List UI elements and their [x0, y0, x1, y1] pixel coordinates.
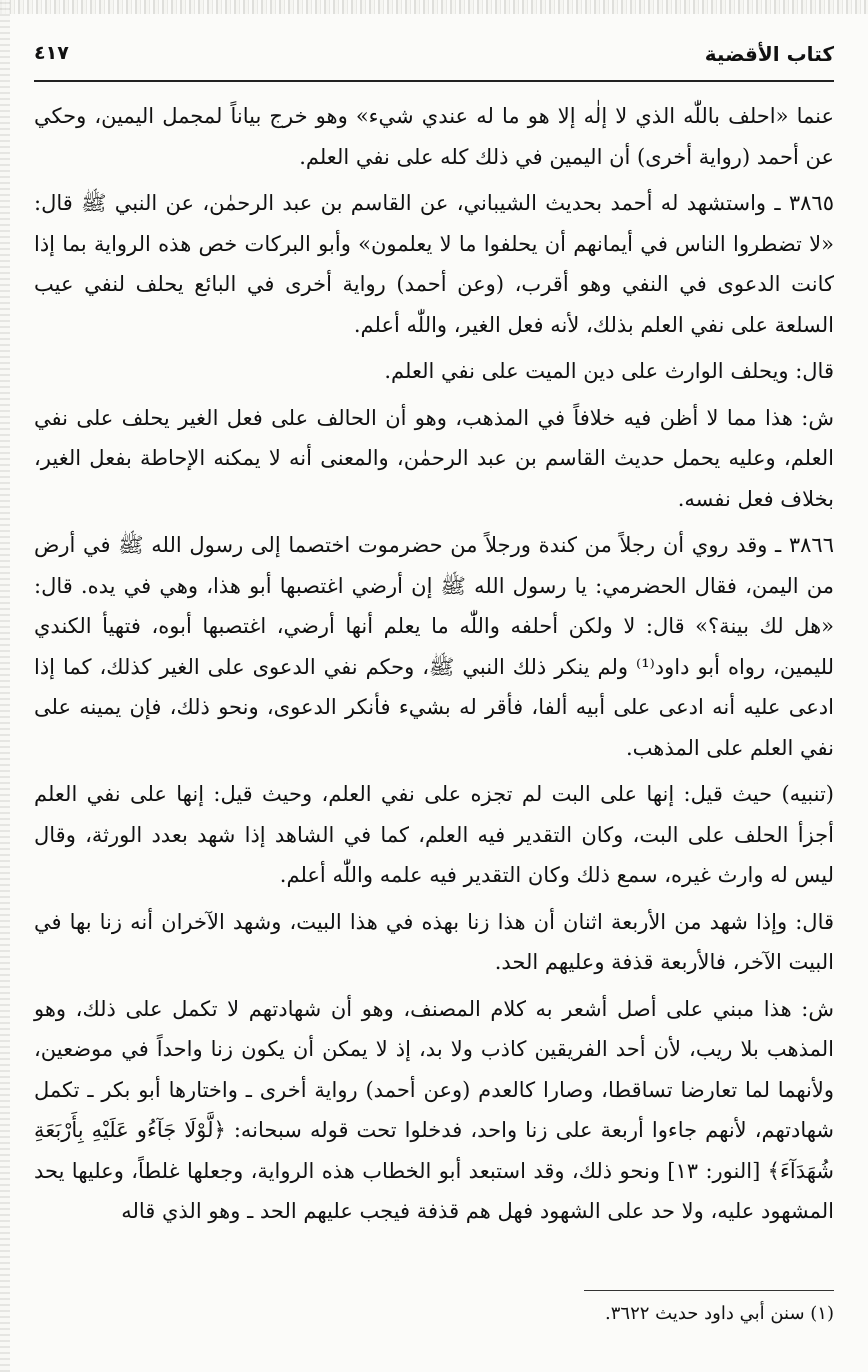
page-header: [34, 34, 834, 84]
scan-edge-top: [0, 0, 868, 14]
scan-edge-left: [0, 0, 10, 1372]
paragraph: قال: وإذا شهد من الأربعة اثنان أن هذا زنا بهذه في هذا البيت، وشهد الآخران أنه زنا بها في البيت الآخر، فالأربعة قذفة وعليهم الحد.: [34, 909, 834, 974]
paragraph: قال: ويحلف الوارث على دين الميت على نفي العلم.: [384, 359, 834, 383]
paragraph: ش: هذا مما لا أظن فيه خلافاً في المذهب، وهو أن الحالف على فعل الغير يحلف على نفي العلم، وعليه يحمل حديث القاسم بن عبد الرحمٰن، والمعنى أنه لا يمكنه الإحاطة بفعل الغير، بخلاف فعل نفسه.: [34, 405, 834, 511]
paragraph: عنما «احلف باللّٰه الذي لا إلٰه إلا هو ما له عندي شيء» وهو خرج بياناً لمجمل اليمين، وحكي عن أحمد (رواية أخرى) أن اليمين في ذلك كله على نفي العلم.: [34, 104, 834, 169]
main-text: [34, 96, 834, 1238]
paragraph: ٣٨٦٥ ـ واستشهد له أحمد بحديث الشيباني، عن القاسم بن عبد الرحمٰن، عن النبي ﷺ قال: «لا تضطروا الناس في أيمانهم أن يحلفوا ما لا يعلمون» وأبو البركات خص هذه الرواية بما إذا كانت الدعوى في النفي وهو أقرب، (وعن أحمد) رواية أخرى في البائع يحلف لنفي عيب السلعة على نفي العلم بذلك، لأنه فعل الغير، واللّٰه أعلم.: [34, 191, 834, 337]
paragraph: ٣٨٦٦ ـ وقد روي أن رجلاً من كندة ورجلاً من حضرموت اختصما إلى رسول الله ﷺ في أرض من اليمن، فقال الحضرمي: يا رسول الله ﷺ إن أرضي اغتصبها أبو هذا، وهي في يده. قال: «هل لك بينة؟» قال: لا ولكن أحلفه واللّٰه ما يعلم أنها أرضي، اغتصبها أبوه، فتهيأ الكندي لليمين، رواه أبو داود⁽¹⁾ ولم ينكر ذلك النبي ﷺ، وحكم نفي الدعوى على الغير كذلك، كما إذا ادعى عليه أنه ادعى على أبيه ألفا، فأقر له بشيء فأنكر الدعوى، ونحو ذلك، فإن يمينه على نفي العلم على المذهب.: [34, 533, 834, 760]
paragraph: (تنبيه) حيث قيل: إنها على البت لم تجزه على نفي العلم، وحيث قيل: إنها على نفي العلم أجزأ الحلف على البت، وكان التقدير فيه العلم، كما في الشاهد إذا شهد بعدد الورثة، وقال ليس له وارث غيره، سمع ذلك وكان التقدير فيه علمه واللّٰه أعلم.: [34, 782, 834, 887]
paragraph: ش: هذا مبني على أصل أشعر به كلام المصنف، وهو أن شهادتهم لا تكمل على ذلك، وهو المذهب بلا ريب، لأن أحد الفريقين كاذب ولا بد، إذ لا يمكن أن يكون زنا واحداً في موضعين، ولأنهما لما تعارضا تساقطا، وصارا كالعدم (وعن أحمد) رواية أخرى ـ واختارها أبو بكر ـ تكمل شهادتهم، لأنهم جاءوا أربعة على زنا واحد، فدخلوا تحت قوله سبحانه: ﴿لَّوْلَا جَآءُو عَلَيْهِ بِأَرْبَعَةِ شُهَدَآءَ﴾ [النور: ١٣] ونحو ذلك، وقد استبعد أبو الخطاب هذه الرواية، وجعلها غلطاً، وعليها يحد المشهود عليه، ولا حد على الشهود فهل هم قذفة فيجب عليهم الحد ـ وهو الذي قاله: [34, 996, 834, 1223]
page-number: ٤١٧: [34, 42, 69, 64]
header-rule: [34, 80, 834, 82]
chapter-title: كتاب الأقضية: [704, 42, 834, 66]
footnote: (١) سنن أبي داود حديث ٣٦٢٢.: [605, 1303, 834, 1324]
footnote-separator: [584, 1290, 834, 1291]
